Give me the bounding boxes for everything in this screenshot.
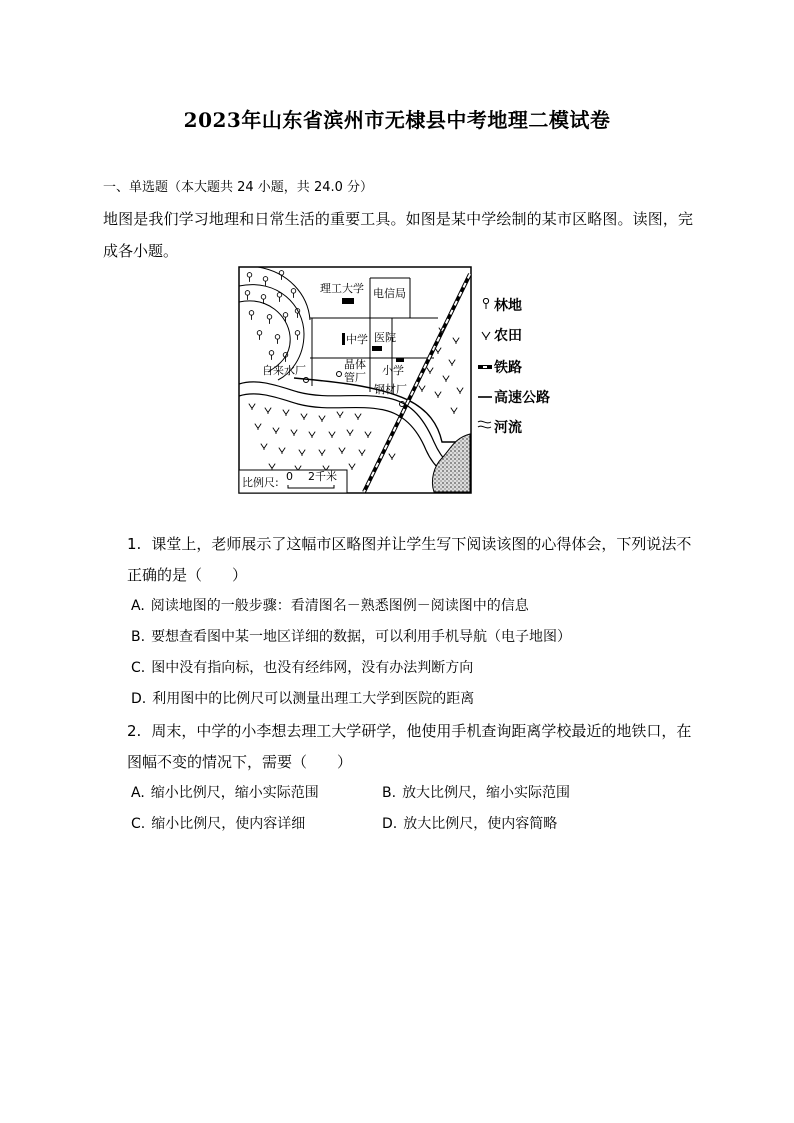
intro-paragraph: 地图是我们学习地理和日常生活的重要工具。如图是某中学绘制的某市区略图。读图，完成各小题。: [103, 210, 693, 260]
question-2-option-a[interactable]: [131, 783, 319, 803]
university-marker: [342, 298, 354, 304]
scale-zero: 0: [286, 470, 293, 483]
scale-label: 比例尺:: [242, 476, 279, 489]
map-label-steel-plant: 钢材厂: [374, 383, 407, 396]
option-letter: D.: [382, 816, 398, 832]
hospital-marker: [372, 346, 382, 351]
middle-school-marker: [342, 333, 345, 345]
option-text: 利用图中的比例尺可以测量出理工大学到医院的距离: [152, 691, 475, 707]
option-letter: D.: [131, 691, 147, 707]
option-text: 图中没有指向标，也没有经纬网，没有办法判断方向: [151, 660, 474, 676]
legend-river: 河流: [494, 420, 522, 436]
question-1-option-c[interactable]: [131, 658, 473, 678]
option-text: 缩小比例尺，缩小实际范围: [150, 785, 319, 801]
option-text: 放大比例尺，缩小实际范围: [402, 785, 571, 801]
option-letter: C.: [131, 660, 146, 676]
question-1: [127, 529, 693, 591]
map-legend: [478, 297, 550, 436]
question-text: 周末，中学的小李想去理工大学研学，他使用手机查询距离学校最近的地铁口，在图幅不变的情况下，需要（ ）: [127, 722, 692, 771]
page-title: 2023年山东省滨州市无棣县中考地理二模试卷: [183, 108, 611, 132]
option-text: 阅读地图的一般步骤：看清图名－熟悉图例－阅读图中的信息: [150, 598, 529, 614]
question-number: 1.: [127, 535, 142, 553]
question-2: [127, 716, 693, 778]
question-1-option-d[interactable]: [131, 689, 474, 709]
option-text: 放大比例尺，使内容简略: [403, 816, 558, 832]
section-heading: 一、单选题（本大题共 24 小题，共 24.0 分）: [103, 180, 374, 195]
question-number: 2.: [127, 722, 142, 740]
legend-highway: 高速公路: [494, 390, 550, 406]
map-label-middle-school: 中学: [346, 333, 368, 346]
option-letter: C.: [131, 816, 146, 832]
map-label-telecom: 电信局: [373, 287, 406, 300]
option-letter: B.: [131, 629, 146, 645]
map-label-crystal-tube-2: 管厂: [344, 371, 366, 384]
legend-railway: 铁路: [494, 360, 522, 376]
map-label-waterworks: 自来水厂: [262, 364, 306, 377]
city-map-figure: [238, 266, 558, 496]
question-2-option-c[interactable]: [131, 814, 305, 834]
option-text: 要想查看图中某一地区详细的数据，可以利用手机导航（电子地图）: [151, 629, 572, 645]
map-label-hospital: 医院: [374, 331, 396, 344]
question-text: 课堂上，老师展示了这幅市区略图并让学生写下阅读该图的心得体会，下列说法不正确的是（ ）: [127, 535, 692, 584]
question-1-option-a[interactable]: [131, 596, 529, 616]
question-1-option-b[interactable]: [131, 627, 571, 647]
primary-school-marker: [396, 358, 404, 362]
question-2-option-b[interactable]: [382, 783, 570, 803]
scale-distance: 2千米: [308, 470, 337, 483]
question-2-option-d[interactable]: [382, 814, 557, 834]
option-text: 缩小比例尺，使内容详细: [151, 816, 306, 832]
option-letter: B.: [382, 785, 397, 801]
legend-forest: 林地: [494, 298, 522, 314]
map-label-primary-school: 小学: [382, 364, 404, 377]
map-label-university: 理工大学: [320, 282, 364, 295]
legend-farmland: 农田: [494, 328, 522, 344]
map-label-crystal-tube-1: 晶体: [344, 358, 366, 371]
option-letter: A.: [131, 785, 145, 801]
option-letter: A.: [131, 598, 145, 614]
